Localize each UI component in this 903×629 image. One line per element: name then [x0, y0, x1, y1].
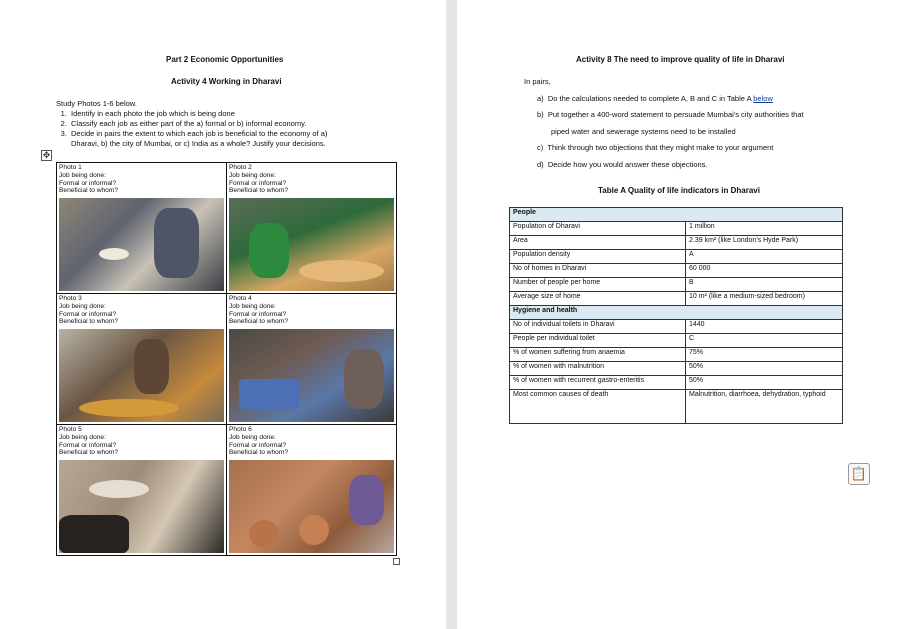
table-row: [510, 334, 843, 348]
table-move-handle[interactable]: [41, 150, 52, 161]
job-prompt: Job being done:: [229, 171, 276, 179]
indicator-cell: % of women with malnutrition: [510, 362, 686, 376]
value-cell[interactable]: 60 000: [686, 264, 843, 278]
item-d: [537, 160, 708, 169]
item-text: Think through two objections that they might make to your argument: [547, 143, 774, 152]
formal-prompt: Formal or informal?: [59, 441, 117, 449]
activity-title-left: Activity 4 Working in Dharavi: [171, 77, 282, 86]
beneficial-prompt: Beneficial to whom?: [59, 187, 119, 195]
table-row: [510, 376, 843, 390]
indicator-cell: Population density: [510, 250, 686, 264]
photo-cell[interactable]: [57, 163, 227, 294]
section-header: People: [510, 208, 843, 222]
photo-6-image: [229, 460, 394, 553]
item-mark: c): [537, 143, 544, 152]
photo-label: Photo 2: [229, 164, 252, 171]
item-c: [537, 143, 773, 152]
formal-prompt: Formal or informal?: [229, 179, 287, 187]
task-item: 2. Classify each job as either part of the a) formal or b) informal economy.: [69, 119, 375, 129]
table-row: [510, 264, 843, 278]
photo-cell[interactable]: [227, 163, 397, 294]
paste-options-button[interactable]: [848, 463, 870, 485]
beneficial-prompt: Beneficial to whom?: [59, 318, 119, 326]
indicator-cell: % of women suffering from anaemia: [510, 348, 686, 362]
table-row: [510, 390, 843, 424]
photo-1-image: [59, 198, 224, 291]
job-prompt: Job being done:: [229, 433, 276, 441]
value-cell[interactable]: Malnutrition, diarrhoea, dehydration, typhoid: [686, 390, 843, 424]
intro-text: Study Photos 1-6 below.: [56, 99, 137, 108]
paste-options-icon: 📋: [850, 466, 868, 481]
value-cell[interactable]: B: [686, 278, 843, 292]
formal-prompt: Formal or informal?: [59, 179, 117, 187]
photo-cell[interactable]: [57, 294, 227, 425]
table-row: [510, 362, 843, 376]
page-gap: [446, 0, 457, 629]
task-item-continued: Dharavi, b) the city of Mumbai, or c) India as a whole? Justify your decisions.: [71, 139, 326, 148]
value-cell[interactable]: A: [686, 250, 843, 264]
indicator-cell: No of individual toilets in Dharavi: [510, 320, 686, 334]
below-link[interactable]: below: [753, 94, 773, 103]
value-cell[interactable]: 50%: [686, 376, 843, 390]
formal-prompt: Formal or informal?: [229, 441, 287, 449]
value-cell[interactable]: 1 million: [686, 222, 843, 236]
task-item: 1. Identify in each photo the job which is being done: [69, 109, 375, 119]
item-mark: a): [537, 94, 544, 103]
value-cell[interactable]: 1440: [686, 320, 843, 334]
job-prompt: Job being done:: [59, 433, 106, 441]
photo-label: Photo 6: [229, 426, 252, 433]
indicator-cell: % of women with recurrent gastro-enteritis: [510, 376, 686, 390]
value-cell[interactable]: 2.39 km² (like London's Hyde Park): [686, 236, 843, 250]
table-row: [510, 236, 843, 250]
photo-cell[interactable]: [227, 425, 397, 556]
value-cell[interactable]: 75%: [686, 348, 843, 362]
table-row: [510, 292, 843, 306]
item-text: Decide how you would answer these objections.: [547, 160, 708, 169]
photo-label: Photo 4: [229, 295, 252, 302]
indicator-cell: Area: [510, 236, 686, 250]
photo-cell[interactable]: [57, 425, 227, 556]
photo-label: Photo 1: [59, 164, 82, 171]
table-title: Table A Quality of life indicators in Dharavi: [598, 186, 760, 195]
item-b-continued: piped water and sewerage systems need to be installed: [551, 127, 736, 136]
indicator-cell: People per individual toilet: [510, 334, 686, 348]
section-header: Hygiene and health: [510, 306, 843, 320]
item-mark: d): [537, 160, 544, 169]
table-row: [510, 320, 843, 334]
job-prompt: Job being done:: [229, 302, 276, 310]
quality-of-life-table[interactable]: [509, 207, 843, 424]
photo-label: Photo 3: [59, 295, 82, 302]
value-cell[interactable]: 10 m² (like a medium-sized bedroom): [686, 292, 843, 306]
item-text: Do the calculations needed to complete A, B and C in Table A: [547, 94, 754, 103]
photo-5-image: [59, 460, 224, 553]
item-b: [537, 110, 804, 119]
beneficial-prompt: Beneficial to whom?: [229, 187, 289, 195]
value-cell[interactable]: 50%: [686, 362, 843, 376]
photo-3-image: [59, 329, 224, 422]
job-prompt: Job being done:: [59, 171, 106, 179]
table-row: [510, 278, 843, 292]
photo-table[interactable]: [56, 162, 397, 556]
table-row: [510, 222, 843, 236]
move-arrows-icon: ✥: [42, 150, 51, 160]
beneficial-prompt: Beneficial to whom?: [59, 449, 119, 457]
table-resize-handle[interactable]: [393, 558, 400, 565]
indicator-cell: Number of people per home: [510, 278, 686, 292]
formal-prompt: Formal or informal?: [59, 310, 117, 318]
item-text: Put together a 400-word statement to persuade Mumbai's city authorities that: [547, 110, 804, 119]
beneficial-prompt: Beneficial to whom?: [229, 449, 289, 457]
item-a: [537, 94, 773, 103]
indicator-cell: No of homes in Dharavi: [510, 264, 686, 278]
photo-cell[interactable]: [227, 294, 397, 425]
photo-label: Photo 5: [59, 426, 82, 433]
value-cell[interactable]: C: [686, 334, 843, 348]
indicator-cell: Average size of home: [510, 292, 686, 306]
photo-4-image: [229, 329, 394, 422]
table-row: [510, 348, 843, 362]
job-prompt: Job being done:: [59, 302, 106, 310]
indicator-cell: Most common causes of death: [510, 390, 686, 424]
beneficial-prompt: Beneficial to whom?: [229, 318, 289, 326]
indicator-cell: Population of Dharavi: [510, 222, 686, 236]
table-row: [510, 250, 843, 264]
activity-title-right: Activity 8 The need to improve quality of life in Dharavi: [576, 55, 785, 64]
item-mark: b): [537, 110, 544, 119]
task-list: [55, 109, 375, 149]
part-title: Part 2 Economic Opportunities: [166, 55, 284, 64]
task-item: 3. Decide in pairs the extent to which each job is beneficial to the economy of a): [69, 129, 375, 139]
in-pairs-text: In pairs,: [524, 77, 551, 86]
photo-2-image: [229, 198, 394, 291]
formal-prompt: Formal or informal?: [229, 310, 287, 318]
